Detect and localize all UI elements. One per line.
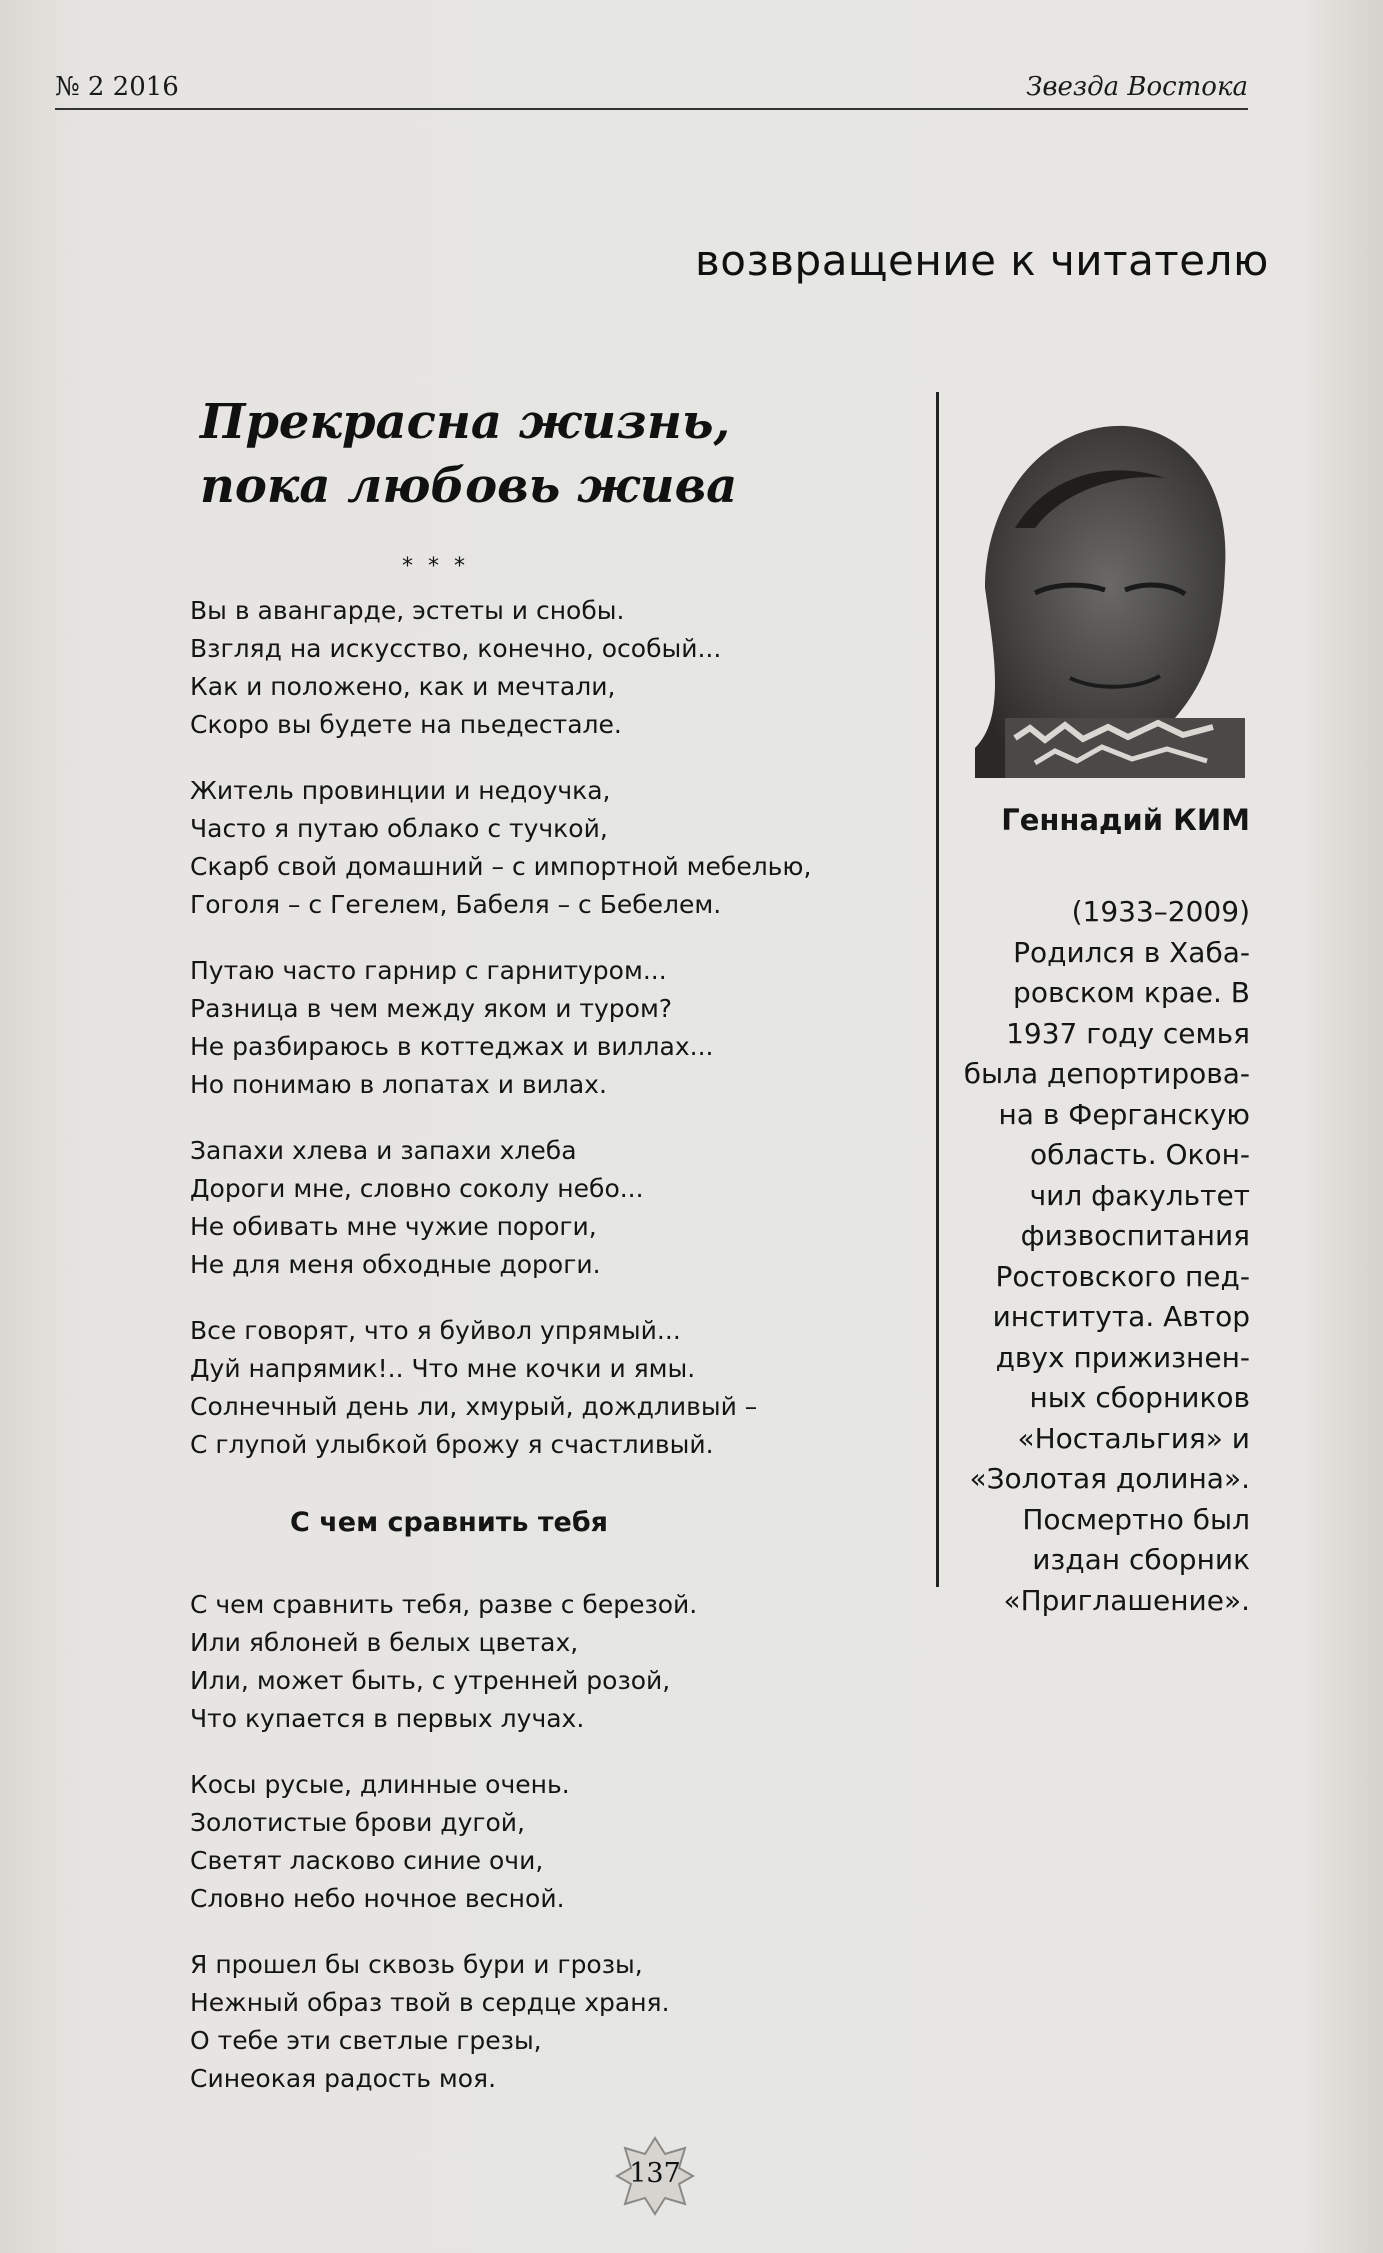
- column-divider: [936, 392, 939, 1587]
- bio-line: область. Окон-: [1030, 1138, 1250, 1171]
- bio-line: ных сборников: [1029, 1381, 1250, 1414]
- author-photo: [975, 418, 1245, 778]
- poem-line: Не разбираюсь в коттеджах и виллах...: [190, 1032, 714, 1061]
- poem-marker: * * *: [402, 554, 469, 579]
- author-name: Геннадий КИМ: [1001, 803, 1250, 837]
- poem-title: С чем сравнить тебя: [290, 1507, 609, 1538]
- bio-line: «Золотая долина».: [969, 1462, 1250, 1495]
- poem-line: Синеокая радость моя.: [190, 2064, 497, 2093]
- page-number-badge: [615, 2136, 695, 2216]
- poem-line: Дуй напрямик!.. Что мне кочки и ямы.: [190, 1354, 696, 1383]
- issue-number: № 2 2016: [55, 72, 179, 102]
- poem-line: Житель провинции и недоучка,: [190, 776, 611, 805]
- poem-line: Вы в авангарде, эстеты и снобы.: [190, 596, 625, 625]
- poem-line: Но понимаю в лопатах и вилах.: [190, 1070, 607, 1099]
- poem-line: Что купается в первых лучах.: [190, 1704, 585, 1733]
- poem-line: Косы русые, длинные очень.: [190, 1770, 570, 1799]
- header-rule: [55, 108, 1248, 110]
- poem-line: Гоголя – с Гегелем, Бабеля – с Бебелем.: [190, 890, 722, 919]
- poem-line: Часто я путаю облако с тучкой,: [190, 814, 608, 843]
- stanza: [190, 1312, 910, 1464]
- poem-line: С глупой улыбкой брожу я счастливый.: [190, 1430, 714, 1459]
- bio-line: «Ностальгия» и: [1017, 1421, 1250, 1455]
- poem-line: Словно небо ночное весной.: [190, 1884, 565, 1913]
- poem-line: Как и положено, как и мечтали,: [190, 672, 616, 701]
- stanza: [190, 1946, 910, 2098]
- poem-line: Дороги мне, словно соколу небо...: [190, 1174, 644, 1203]
- poem-line: Нежный образ твой в сердце храня.: [190, 1988, 670, 2017]
- poem-line: Солнечный день ли, хмурый, дождливый –: [190, 1392, 758, 1421]
- poem-line: Или, может быть, с утренней розой,: [190, 1666, 671, 1695]
- stanza: [190, 1586, 910, 1738]
- section-title: возвращение к читателю: [695, 236, 1269, 285]
- journal-name: Звезда Востока: [1026, 72, 1248, 102]
- article-title-line: Прекрасна жизнь,: [200, 394, 731, 450]
- poem-line: Запахи хлева и запахи хлеба: [190, 1136, 577, 1165]
- article-title-line: пока любовь жива: [200, 458, 738, 514]
- poem-line: Светят ласково синие очи,: [190, 1846, 544, 1875]
- bio-line: (1933–2009): [1071, 895, 1250, 928]
- stanza: [190, 1132, 910, 1284]
- bio-line: была депортирова-: [963, 1057, 1250, 1090]
- poem-line: Разница в чем между яком и туром?: [190, 994, 673, 1023]
- poem-line: Я прошел бы сквозь бури и грозы,: [190, 1950, 643, 1979]
- poem-line: С чем сравнить тебя, разве с березой.: [190, 1590, 698, 1619]
- author-portrait-image: [975, 418, 1245, 778]
- poems-column: [190, 548, 910, 2126]
- poem-line: Не обивать мне чужие пороги,: [190, 1212, 597, 1241]
- article-title: [200, 390, 800, 518]
- stanza: [190, 772, 910, 924]
- poem-line: Не для меня обходные дороги.: [190, 1250, 601, 1279]
- bio-line: издан сборник: [1032, 1543, 1250, 1576]
- poem-line: Взгляд на искусство, конечно, особый...: [190, 634, 722, 663]
- bio-line: двух прижизнен-: [995, 1340, 1250, 1374]
- bio-line: Посмертно был: [1022, 1502, 1250, 1536]
- poem-line: Скоро вы будете на пьедестале.: [190, 710, 622, 739]
- poem-line: Все говорят, что я буйвол упрямый...: [190, 1316, 681, 1345]
- author-bio: [960, 800, 1250, 1621]
- poem-line: Золотистые брови дугой,: [190, 1808, 525, 1837]
- page-number: 137: [629, 2158, 681, 2189]
- poem-line: О тебе эти светлые грезы,: [190, 2026, 542, 2055]
- stanza: [190, 1766, 910, 1918]
- poem-line: Скарб свой домашний – с импортной мебелью,: [190, 852, 812, 881]
- bio-line: 1937 году семья: [1006, 1016, 1250, 1050]
- bio-line: «Приглашение».: [1003, 1583, 1250, 1617]
- poem-line: Или яблоней в белых цветах,: [190, 1628, 579, 1657]
- bio-line: ровском крае. В: [1013, 976, 1250, 1009]
- bio-line: института. Автор: [992, 1300, 1250, 1333]
- bio-line: на в Ферганскую: [998, 1097, 1250, 1131]
- poem-line: Путаю часто гарнир с гарнитуром...: [190, 956, 667, 985]
- stanza: [190, 592, 910, 744]
- bio-line: физвоспитания: [1020, 1219, 1250, 1252]
- stanza: [190, 952, 910, 1104]
- page-header: [55, 72, 1248, 112]
- bio-line: Ростовского пед-: [995, 1259, 1250, 1293]
- bio-line: чил факультет: [1029, 1178, 1250, 1212]
- bio-line: Родился в Хаба-: [1013, 935, 1250, 969]
